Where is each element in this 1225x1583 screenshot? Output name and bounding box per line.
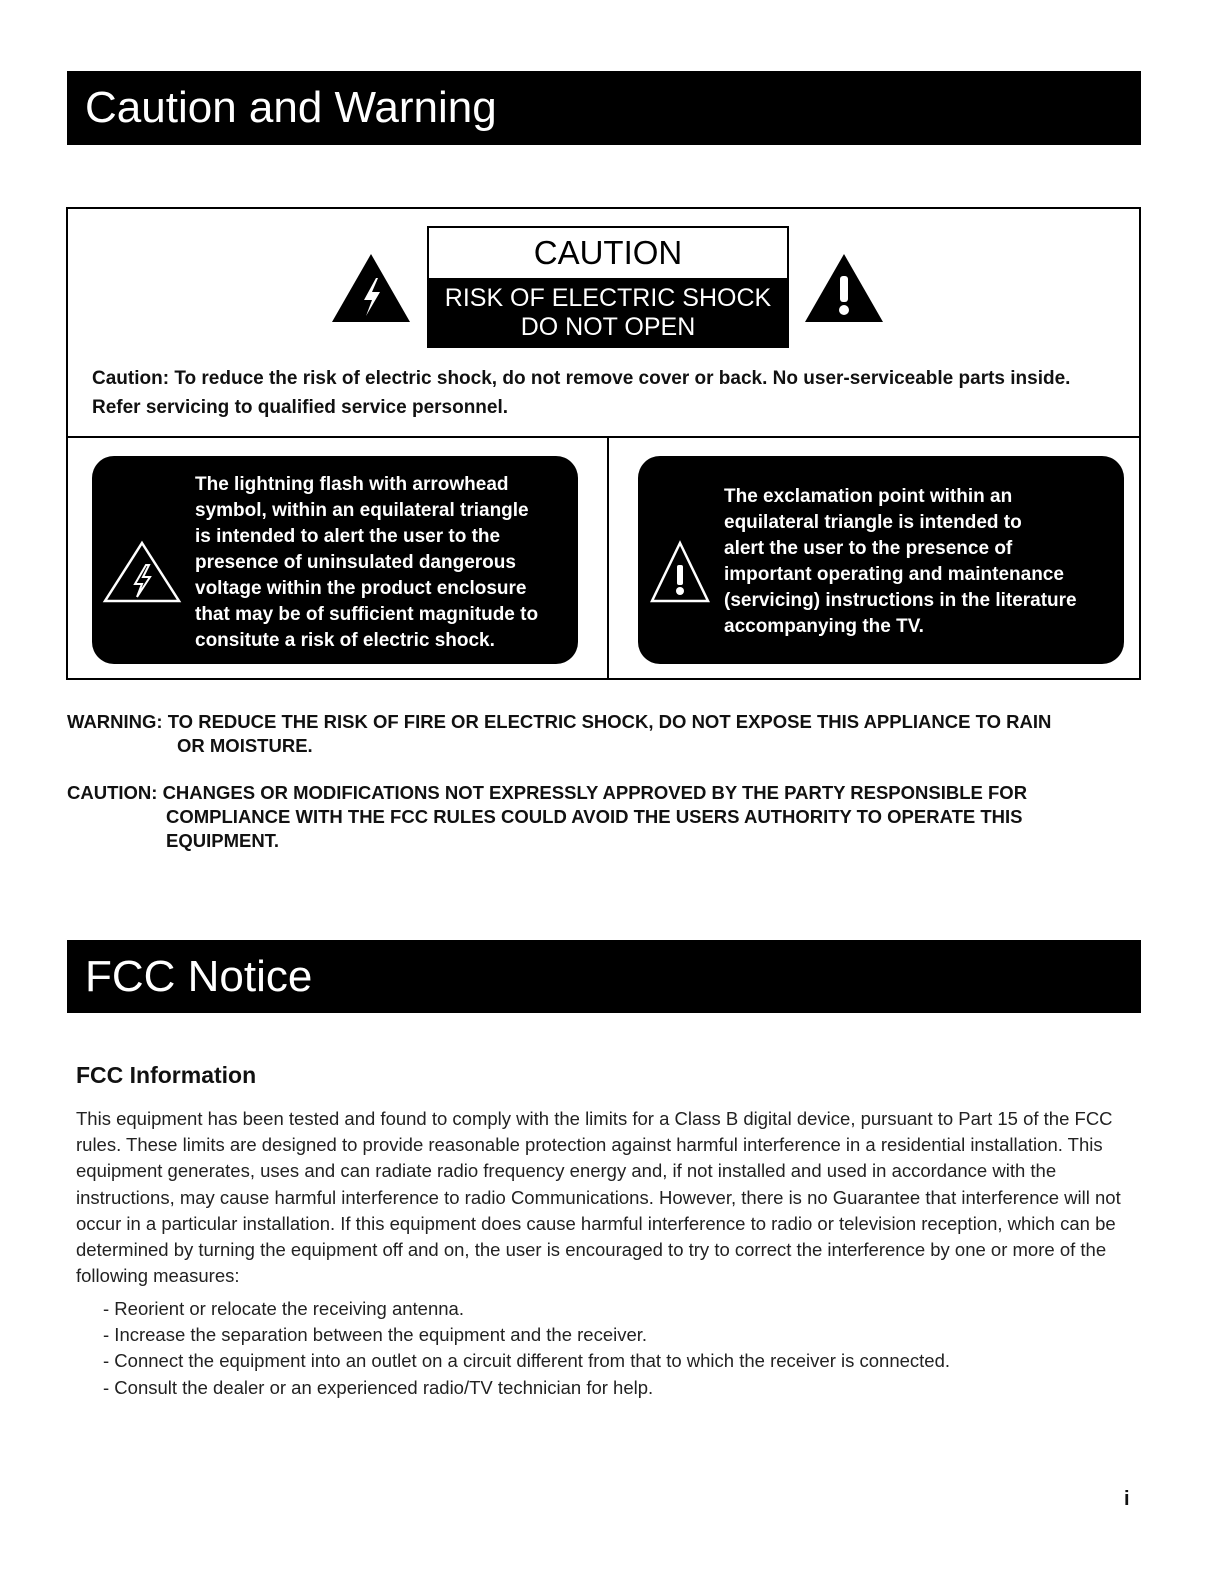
caution-label-line1: RISK OF ELECTRIC SHOCK — [444, 284, 772, 312]
lightning-explanation-text: The lightning flash with arrowhead symbol, within an equilateral triangle is intended to alert the user to the presence of uninsulated dangerous voltage within the product enclosure that may be of sufficient magnitude to consitute a risk of electric shock. — [195, 474, 539, 651]
fcc-caution-line2: COMPLIANCE WITH THE FCC RULES COULD AVOID THE USERS AUTHORITY TO OPERATE THIS — [166, 806, 1023, 827]
exclamation-explanation-text: The exclamation point within an equilateral triangle is intended to alert the user to the presence of important operating and maintenance (servicing) instructions in the literature accompanying the TV. — [724, 486, 1077, 637]
exclamation-explanation-box — [638, 456, 1124, 664]
exclamation-triangle-icon — [803, 252, 885, 324]
lightning-triangle-outline-icon — [102, 539, 182, 605]
fcc-measures-list — [103, 1296, 950, 1401]
warning-notice — [67, 710, 1147, 758]
caution-text: Caution: To reduce the risk of electric shock, do not remove cover or back. No user-serviceable parts inside. Refer servicing to qualified service personnel. — [92, 368, 1071, 418]
list-item: - Consult the dealer or an experienced radio/TV technician for help. — [103, 1376, 654, 1398]
caution-label — [427, 226, 789, 348]
lightning-explanation-box — [92, 456, 578, 664]
fcc-caution-line3: EQUIPMENT. — [166, 830, 280, 851]
caution-label-line2: DO NOT OPEN — [520, 313, 696, 341]
warning-line2: OR MOISTURE. — [177, 735, 313, 756]
section-title-fcc-notice: FCC Notice — [67, 940, 1141, 1013]
fcc-information-heading: FCC Information — [76, 1062, 257, 1088]
list-item: - Reorient or relocate the receiving antenna. — [103, 1298, 464, 1319]
section-title-caution-warning: Caution and Warning — [67, 71, 1141, 145]
caution-label-heading: CAUTION — [533, 234, 683, 271]
caution-label-body — [429, 278, 787, 348]
exclamation-triangle-outline-icon — [650, 539, 710, 605]
warning-line1: WARNING: TO REDUCE THE RISK OF FIRE OR ELECTRIC SHOCK, DO NOT EXPOSE THIS APPLIANCE TO RAIN — [67, 711, 1052, 732]
caution-box — [66, 207, 1141, 680]
list-item: - Connect the equipment into an outlet on a circuit different from that to which the receiver is connected. — [103, 1350, 951, 1372]
divider — [607, 438, 609, 680]
caution-label-area — [68, 209, 1139, 438]
fcc-caution-notice — [67, 781, 1147, 853]
page-number: i — [1124, 1488, 1130, 1510]
fcc-information-paragraph: This equipment has been tested and found to comply with the limits for a Class B digital device, pursuant to Part 15 of the FCC rules. These limits are designed to provide reasonable protection against harmful interference in a residential installation. This equipment generates, uses and can radiate radio frequency energy and, if not installed and used in accordance with the instructions, may cause harmful interference to radio Communications. However, there is no Guarantee that interference will not occur in a particular installation. If this equipment does cause harmful interference to radio or television reception, which can be determined by turning the equipment off and on, the user is encouraged to try to correct the interference by one or more of the following measures: — [76, 1108, 1121, 1287]
lightning-triangle-icon — [330, 252, 412, 324]
fcc-caution-line1: CAUTION: CHANGES OR MODIFICATIONS NOT EXPRESSLY APPROVED BY THE PARTY RESPONSIBLE FOR — [67, 782, 1028, 803]
list-item: - Increase the separation between the equipment and the receiver. — [103, 1324, 648, 1346]
